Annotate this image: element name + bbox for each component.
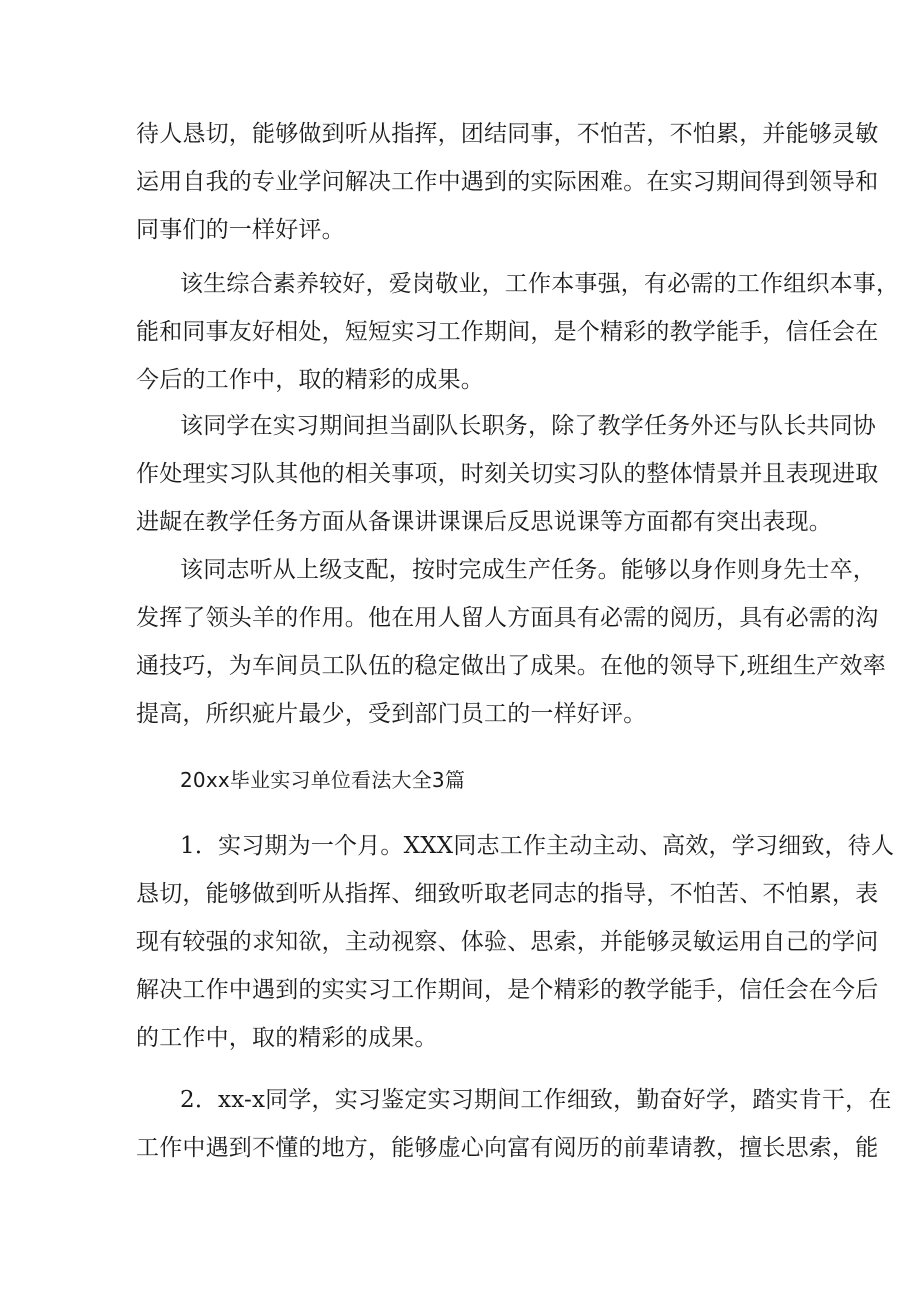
- item-2-line-1: 2．xx-x同学，实习鉴定实习期间工作细致，勤奋好学，踏实肯干，在: [180, 1087, 892, 1113]
- paragraph-3-line-3: 进龊在教学任务方面从备课讲课课后反思说课等方面都有突出表现。: [136, 509, 832, 535]
- item-1-line-3: 现有较强的求知欲，主动视察、体验、思索，并能够灵敏运用自己的学问: [136, 929, 879, 955]
- paragraph-3-line-2: 作处理实习队其他的相关事项，时刻关切实习队的整体情景并且表现进取: [136, 461, 879, 487]
- section-heading: 20xx毕业实习单位看法大全3篇: [180, 768, 466, 792]
- item-1-line-4: 解决工作中遇到的实实习工作期间，是个精彩的教学能手，信任会在今后: [136, 977, 879, 1003]
- item-1-line-1: 1．实习期为一个月。XXX同志工作主动主动、高效，学习细致，待人: [180, 833, 895, 859]
- item-1-line-2: 恳切，能够做到听从指挥、细致听取老同志的指导，不怕苦、不怕累，表: [136, 881, 879, 907]
- paragraph-3-line-1: 该同学在实习期间担当副队长职务，除了教学任务外还与队长共同协: [180, 413, 876, 439]
- paragraph-1-line-1: 待人恳切，能够做到听从指挥，团结同事，不怕苦，不怕累，并能够灵敏: [136, 121, 879, 147]
- item-1-line-5: 的工作中，取的精彩的成果。: [136, 1025, 438, 1051]
- paragraph-2-line-1: 该生综合素养较好，爱岗敬业，工作本事强，有必需的工作组织本事，: [180, 271, 900, 297]
- paragraph-1-line-3: 同事们的一样好评。: [136, 217, 345, 243]
- paragraph-4-line-4: 提高，所织疵片最少，受到部门员工的一样好评。: [136, 701, 647, 727]
- paragraph-4-line-2: 发挥了领头羊的作用。他在用人留人方面具有必需的阅历，具有必需的沟: [136, 605, 879, 631]
- paragraph-2-line-3: 今后的工作中，取的精彩的成果。: [136, 367, 484, 393]
- paragraph-1-line-2: 运用自我的专业学问解决工作中遇到的实际困难。在实习期间得到领导和: [136, 169, 879, 195]
- paragraph-4-line-1: 该同志听从上级支配，按时完成生产任务。能够以身作则身先士卒，: [180, 557, 876, 583]
- paragraph-4-line-3: 通技巧，为车间员工队伍的稳定做出了成果。在他的领导下,班组生产效率: [136, 653, 886, 679]
- paragraph-2-line-2: 能和同事友好相处，短短实习工作期间，是个精彩的教学能手，信任会在: [136, 319, 879, 345]
- item-2-line-2: 工作中遇到不懂的地方，能够虚心向富有阅历的前辈请教，擅长思索，能: [136, 1135, 879, 1161]
